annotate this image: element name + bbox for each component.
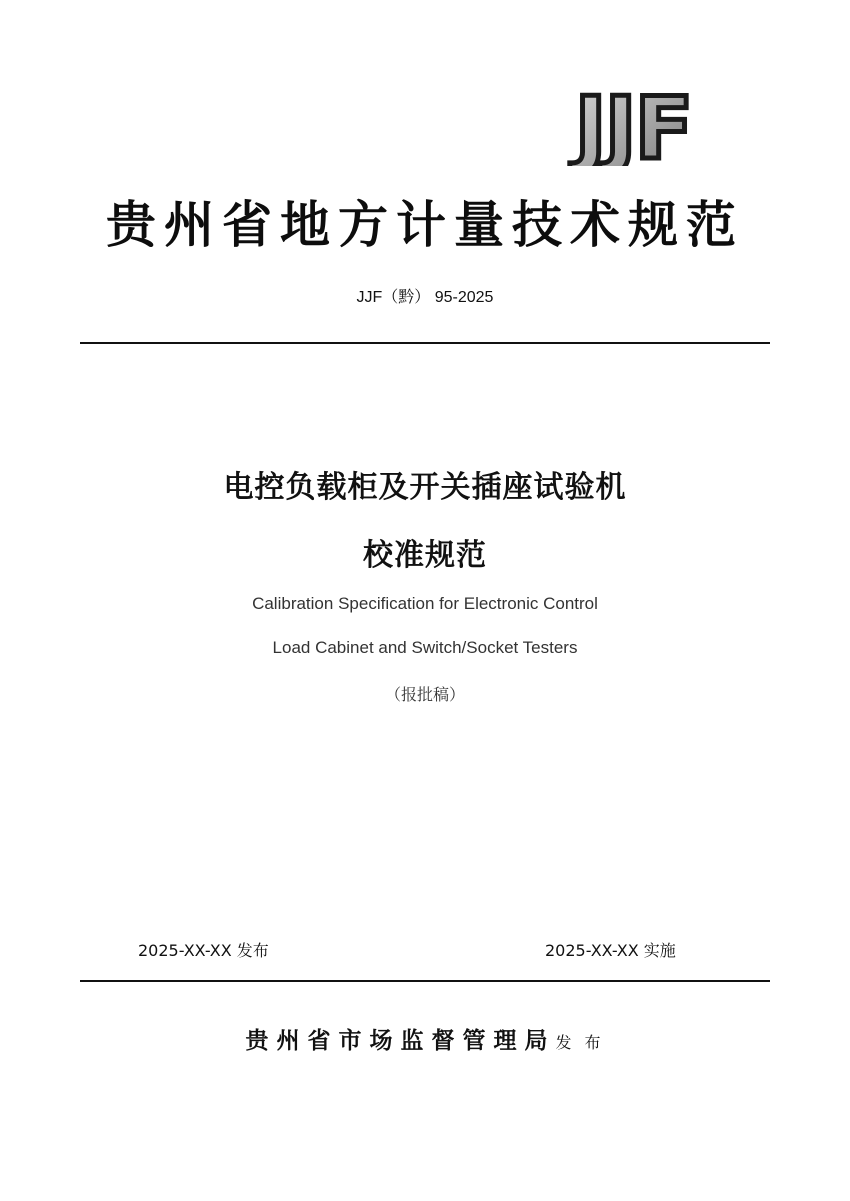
issuer-line: [0, 1022, 850, 1055]
jjf-logo-text: JJF: [574, 86, 692, 166]
draft-label: （报批稿）: [384, 685, 465, 704]
document-code: JJF（黔） 95-2025: [356, 289, 494, 306]
implement-date: 2025-XX-XX 实施: [545, 941, 676, 960]
publish-date: 2025-XX-XX 发布: [138, 941, 269, 960]
english-title-line-1: Calibration Specification for Electronic Control: [252, 594, 598, 613]
english-title-line-2: Load Cabinet and Switch/Socket Testers: [272, 638, 578, 657]
issuer-action: 发 布: [555, 1033, 605, 1052]
top-divider: [80, 342, 770, 344]
series-title: 贵州省地方计量技术规范: [106, 195, 744, 254]
jjf-logo-graphic: [528, 86, 738, 166]
issuer-name: 贵州省市场监督管理局: [245, 1027, 556, 1054]
jjf-logo: [528, 86, 738, 166]
title-line-1: 电控负载柜及开关插座试验机: [223, 470, 627, 505]
bottom-divider: [80, 980, 770, 982]
title-line-2: 校准规范: [363, 538, 487, 573]
